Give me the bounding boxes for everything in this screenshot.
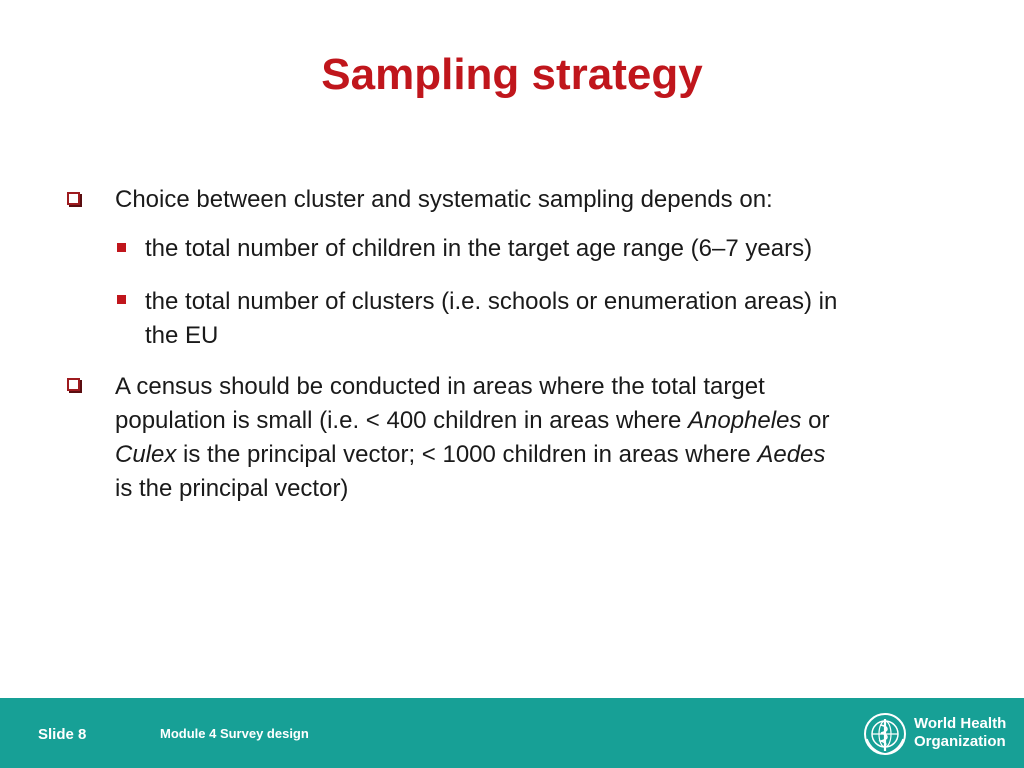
- footer-bar: [0, 698, 1024, 768]
- hollow-square-bullet-icon: [67, 192, 80, 205]
- who-logo: [862, 711, 1012, 757]
- slide-number: Slide 8: [38, 726, 87, 743]
- who-wordmark: [914, 715, 1006, 751]
- module-label: Module 4 Survey design: [160, 726, 309, 741]
- slide-title: Sampling strategy: [321, 50, 703, 99]
- bullet-2-line-2: [115, 405, 975, 437]
- bullet-2-line-1: A census should be conducted in areas where the total target: [115, 373, 765, 400]
- bullet-1-text: Choice between cluster and systematic sampling depends on:: [115, 186, 773, 213]
- sub-bullet-2-line-2: the EU: [145, 322, 219, 349]
- square-bullet-icon: [117, 295, 126, 304]
- who-emblem-icon: [862, 711, 908, 757]
- hollow-square-bullet-icon: [67, 378, 80, 391]
- aedes-term: Aedes: [757, 441, 826, 468]
- bullet-2-line-2-pre: population is small (i.e. < 400 children in areas where: [115, 407, 688, 434]
- square-bullet-icon: [117, 243, 126, 252]
- sub-bullet-1-text: the total number of children in the target age range (6–7 years): [145, 235, 813, 262]
- anopheles-term: Anopheles: [687, 407, 802, 434]
- culex-term: Culex: [115, 441, 177, 468]
- bullet-2-line-2-post: or: [801, 407, 830, 434]
- bullet-2-line-3: [115, 439, 975, 471]
- org-name-line-1: World Health: [914, 715, 1007, 732]
- sub-bullet-2-line-1: the total number of clusters (i.e. schools or enumeration areas) in: [145, 288, 838, 315]
- org-name-line-2: Organization: [914, 733, 1006, 750]
- bullet-2-line-4: is the principal vector): [115, 475, 349, 502]
- bullet-2-line-3-mid: is the principal vector; < 1000 children in areas where: [176, 441, 758, 468]
